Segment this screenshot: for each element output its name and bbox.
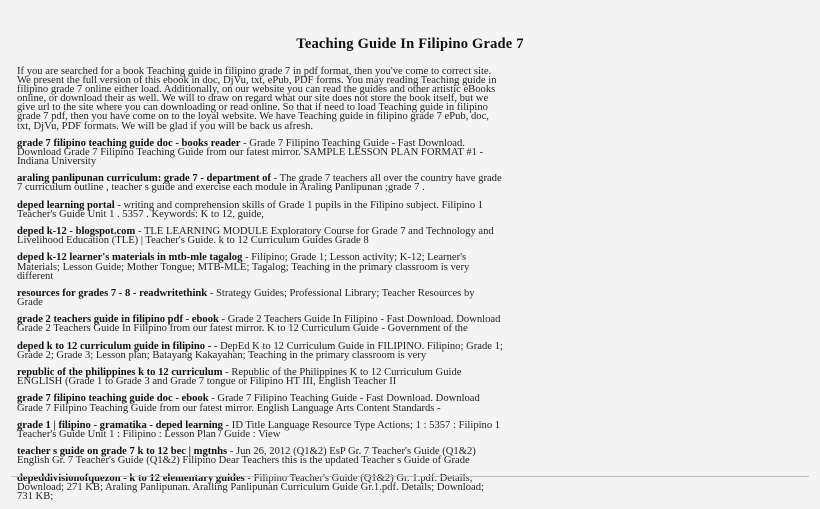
result-entry-title[interactable]: resources for grades 7 - 8 - readwritethink xyxy=(17,287,208,299)
result-entry-snippet: - DepEd K to 12 Curriculum Guide in FILIPINO. Filipino; Grade 1; xyxy=(211,340,503,352)
intro-line: grade 7 pdf, then you have come on to the loyal website. We have Teaching guide in filipino grade 7 ePub, doc, xyxy=(17,111,489,123)
document-title: Teaching Guide In Filipino Grade 7 xyxy=(296,36,524,52)
result-entry-snippet: - TLE LEARNING MODULE Exploratory Course for Grade 7 and Technology and xyxy=(135,226,494,238)
result-entry xyxy=(17,201,807,219)
result-entry-snippet: 7 curriculum outline , teacher s guide and exercise each module in Araling Panlipunan ;grade 7 . xyxy=(17,182,425,194)
document-body xyxy=(17,67,807,509)
footer-divider xyxy=(11,476,809,477)
result-entry-snippet: Grade 2 Teachers Guide In Filipino from our fatest mirror. K to 12 Curriculum Guide - Government of the xyxy=(17,323,468,335)
result-entry-snippet: Download Grade 7 Filipino Teaching Guide from our fatest mirror. SAMPLE LESSON PLAN FORMAT #1 - xyxy=(17,146,484,158)
result-entry xyxy=(17,421,807,439)
result-entry-title[interactable]: grade 7 filipino teaching guide doc - books reader xyxy=(17,137,241,149)
result-entry-title[interactable]: depeddivisionofquezon - k to 12 elementary guides xyxy=(17,472,245,484)
result-entry xyxy=(17,227,807,245)
result-entry-snippet: - Filipino; Grade 1; Lesson activity; K-12; Learner's xyxy=(242,252,467,264)
result-entry xyxy=(17,253,807,280)
result-entry xyxy=(17,289,807,307)
intro-line: online, or download their as well. We will to draw on regard what our site does not store the book itself, but we xyxy=(17,93,489,105)
result-entry-snippet: Materials; Lesson Guide; Mother Tongue; MTB-MLE; Tagalog; Teaching in the primary classroom is very xyxy=(17,261,470,273)
result-entry-snippet: Livelihood Education (TLE) | Teacher's Guide. k to 12 Curriculum Guides Grade 8 xyxy=(17,235,369,247)
result-entry-title[interactable]: teacher s guide on grade 7 k to 12 bec | mgtnhs xyxy=(17,446,228,458)
result-entry xyxy=(17,474,807,501)
result-entry-snippet: 731 KB; xyxy=(17,490,54,502)
result-entry-snippet: different xyxy=(17,270,54,282)
intro-line: give url to the site where you can downloading or read online. So that if need to load Teaching guide in filipino xyxy=(17,102,488,114)
result-entry-snippet: - writing and comprehension skills of Grade 1 pupils in the Filipino subject. Filipino 1 xyxy=(114,199,484,211)
result-entry-snippet: Grade xyxy=(17,297,43,308)
result-entry xyxy=(17,342,807,360)
result-entry-snippet: Download; 271 KB; Araling Panlipunan. Aralling Panlipunan Curriculum Guide Gr.1.pdf. Details; Download; xyxy=(17,481,484,493)
result-entry-snippet: - Republic of the Philippines K to 12 Curriculum Guide xyxy=(222,367,462,379)
result-entry xyxy=(17,394,807,412)
result-entry-snippet: - The grade 7 teachers all over the country have grade xyxy=(270,173,502,185)
result-entry-snippet: Teacher's Guide Unit 1 . 5357 . Keywords: K to 12, guide, xyxy=(17,208,264,220)
result-entry-title[interactable]: deped k-12 learner's materials in mtb-mle tagalog xyxy=(17,252,243,264)
result-entry-snippet: - ID Title Language Resource Type Actions; 1 : 5357 : Filipino 1 xyxy=(222,419,501,431)
intro-paragraph xyxy=(17,67,807,131)
result-entry-snippet: Teacher's Guide Unit 1 : Filipino : Lesson Plan / Guide : View xyxy=(17,428,281,440)
result-entry-snippet: - Strategy Guides; Professional Library; Teacher Resources by xyxy=(207,287,475,299)
result-entry-title[interactable]: deped learning portal xyxy=(17,199,115,211)
result-entry-snippet: - Grade 7 Filipino Teaching Guide - Fast Download. Download xyxy=(208,393,480,405)
result-entry-snippet: Grade 2; Grade 3; Lesson plan; Batayang Kakayahan; Teaching in the primary classroom is very xyxy=(17,349,427,361)
result-entry xyxy=(17,368,807,386)
result-entry-title[interactable]: grade 2 teachers guide in filipino pdf - ebook xyxy=(17,314,219,326)
result-entry-title[interactable]: grade 1 | filipino - gramatika - deped learning xyxy=(17,419,223,431)
intro-line: filipino grade 7 online either load. Additionally, on our website you can read the guides and other artistic eBooks xyxy=(17,84,496,96)
result-entry-title[interactable]: deped k to 12 curriculum guide in filipino - xyxy=(17,340,212,352)
result-entry-snippet: - Filipino Teacher's Guide (Q1&2) Gr. 1.pdf. Details; xyxy=(244,472,473,484)
result-entry-title[interactable]: araling panlipunan curriculum: grade 7 - department of xyxy=(17,173,271,185)
result-entry-snippet: English Gr. 7 Teacher's Guide (Q1&2) Filipino Dear Teachers this is the updated Teacher s Guide of Grade xyxy=(17,455,470,467)
result-entry-snippet: - Grade 2 Teachers Guide In Filipino - Fast Download. Download xyxy=(218,314,501,326)
intro-line: txt, DjVu, PDF formats. We will be glad if you will be back us afresh. xyxy=(17,120,314,132)
result-entry-snippet: - Grade 7 Filipino Teaching Guide - Fast Download. xyxy=(240,137,465,149)
result-entry-snippet: ENGLISH (Grade 1 to Grade 3 and Grade 7 tongue or Filipino HT III, English Teacher II xyxy=(17,376,397,388)
result-entry-snippet: - Jun 26, 2012 (Q1&2) EsP Gr. 7 Teacher's Guide (Q1&2) xyxy=(227,446,476,458)
intro-line: We present the full version of this ebook in doc, DjVu, txt, ePub, PDF forms. You may reading Teaching guide in xyxy=(17,75,497,87)
result-entry-snippet: Grade 7 Filipino Teaching Guide from our fatest mirror. English Language Arts Content Standards - xyxy=(17,402,441,414)
result-entry xyxy=(17,174,807,192)
result-entry-title[interactable]: republic of the philippines k to 12 curriculum xyxy=(17,367,223,379)
result-entry-snippet: Indiana University xyxy=(17,156,97,168)
result-entry-title[interactable]: grade 7 filipino teaching guide doc - ebook xyxy=(17,393,209,405)
intro-line: If you are searched for a book Teaching guide in filipino grade 7 in pdf format, then you've come to correct site. xyxy=(17,66,492,77)
result-entry xyxy=(17,315,807,333)
result-entry-title[interactable]: deped k-12 - blogspot.com xyxy=(17,226,136,238)
result-entry xyxy=(17,139,807,166)
result-entry xyxy=(17,447,807,465)
